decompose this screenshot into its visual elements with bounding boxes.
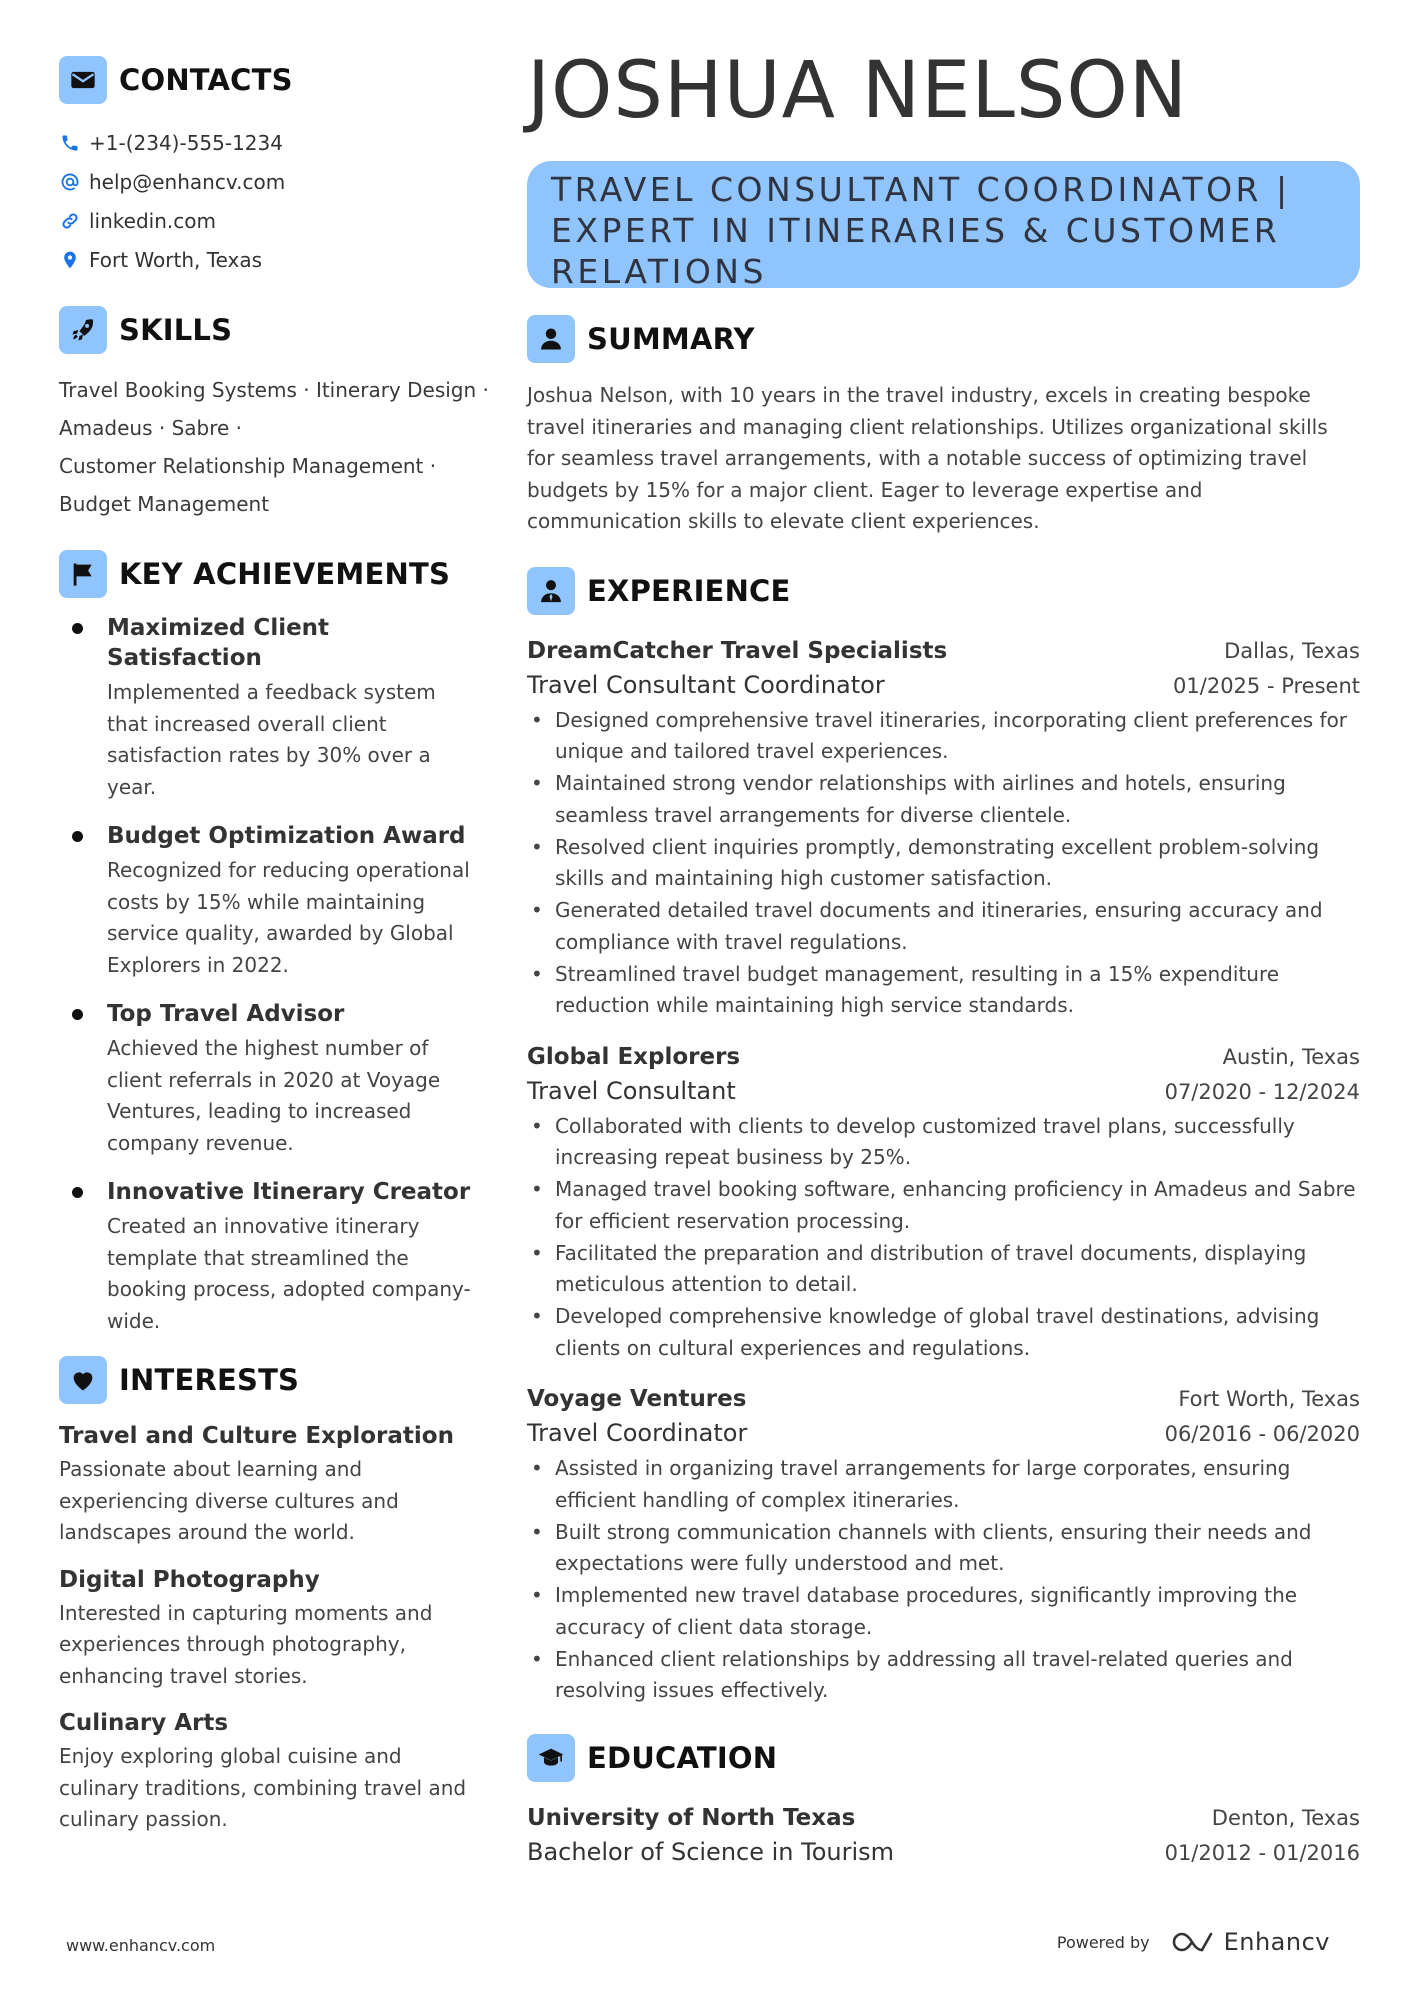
job-location: Fort Worth, Texas bbox=[1178, 1387, 1360, 1411]
heart-icon bbox=[59, 1356, 107, 1404]
phone-icon bbox=[59, 132, 81, 154]
achievement-item bbox=[59, 613, 479, 803]
user-icon bbox=[527, 315, 575, 363]
powered-by-label: Powered by bbox=[1056, 1932, 1150, 1952]
job-bullet: • Maintained strong vendor relationships with airlines and hotels, ensuring seamless travel arrangements for diverse clientele. bbox=[527, 768, 1360, 831]
location-pin-icon bbox=[59, 249, 81, 271]
achievements-section bbox=[59, 549, 479, 1337]
job-bullet: • Collaborated with clients to develop customized travel plans, successfully increasing repeat business by 25%. bbox=[527, 1111, 1360, 1174]
job-entry bbox=[527, 1040, 1360, 1365]
job-header-row bbox=[527, 1040, 1360, 1074]
experience-header bbox=[527, 566, 1360, 616]
candidate-name: JOSHUA NELSON bbox=[527, 46, 1189, 136]
company-name: DreamCatcher Travel Specialists bbox=[527, 637, 948, 664]
achievement-desc: Implemented a feedback system that increased overall client satisfaction rates by 30% over a year. bbox=[107, 680, 436, 799]
job-bullet: • Designed comprehensive travel itineraries, incorporating client preferences for unique and tailored travel experiences. bbox=[527, 705, 1360, 768]
school-name: University of North Texas bbox=[527, 1804, 856, 1831]
interest-desc: Interested in capturing moments and experiences through photography, enhancing travel stories. bbox=[59, 1600, 433, 1688]
education-section bbox=[527, 1733, 1360, 1870]
contact-text: linkedin.com bbox=[89, 208, 216, 233]
job-dates: 01/2025 - Present bbox=[1173, 673, 1360, 698]
achievement-item bbox=[59, 999, 479, 1159]
achievement-title: Budget Optimization Award bbox=[107, 823, 466, 849]
job-bullet: • Implemented new travel database procedures, significantly improving the accuracy of client data storage. bbox=[527, 1580, 1360, 1643]
contact-text: +1-(234)-555-1234 bbox=[89, 130, 283, 155]
job-bullet: • Generated detailed travel documents and itineraries, ensuring accuracy and compliance with travel regulations. bbox=[527, 895, 1360, 958]
contact-linkedin[interactable] bbox=[59, 201, 479, 240]
contact-location bbox=[59, 240, 479, 279]
interest-item bbox=[59, 1421, 479, 1549]
job-entry bbox=[527, 1382, 1360, 1707]
job-entry bbox=[527, 634, 1360, 1022]
summary-section bbox=[527, 314, 1360, 538]
at-icon bbox=[59, 171, 81, 193]
job-role-row bbox=[527, 1416, 1360, 1451]
school-location: Denton, Texas bbox=[1211, 1805, 1360, 1830]
section-title: EXPERIENCE bbox=[587, 573, 791, 608]
job-role-row bbox=[527, 668, 1360, 703]
job-bullet: • Streamlined travel budget management, resulting in a 15% expenditure reduction while maintaining high service standards. bbox=[527, 959, 1360, 1022]
summary-text: Joshua Nelson, with 10 years in the travel industry, excels in creating bespoke travel itineraries and managing client relationships. Utilizes organizational skills for seamless travel arrangements, with a notable success of optimizing travel budgets by 15% for a major client. Eager to leverage expertise and communication skills to elevate client experiences. bbox=[527, 383, 1328, 533]
education-degree-row bbox=[527, 1835, 1360, 1870]
link-icon bbox=[59, 210, 81, 232]
education-dates: 01/2012 - 01/2016 bbox=[1164, 1840, 1360, 1865]
section-title: KEY ACHIEVEMENTS bbox=[119, 557, 451, 591]
interest-item bbox=[59, 1708, 479, 1836]
job-bullet: • Facilitated the preparation and distribution of travel documents, displaying meticulous attention to detail. bbox=[527, 1238, 1360, 1301]
achievement-title: Top Travel Advisor bbox=[107, 1001, 345, 1027]
achievement-title: Innovative Itinerary Creator bbox=[107, 1179, 471, 1205]
contact-phone[interactable] bbox=[59, 123, 479, 162]
experience-section bbox=[527, 566, 1360, 1707]
rocket-icon bbox=[59, 306, 107, 354]
section-title: SKILLS bbox=[119, 313, 233, 347]
achievements-header bbox=[59, 549, 479, 599]
skill-line: Amadeus · Sabre · bbox=[59, 416, 243, 440]
contact-text: help@enhancv.com bbox=[89, 169, 286, 194]
contacts-header bbox=[59, 55, 479, 105]
skill-line: Budget Management bbox=[59, 492, 270, 516]
education-header bbox=[527, 1733, 1360, 1783]
interest-title: Digital Photography bbox=[59, 1566, 320, 1593]
job-role-row bbox=[527, 1074, 1360, 1109]
skills-header bbox=[59, 305, 479, 355]
achievement-item bbox=[59, 1177, 479, 1337]
skills-list bbox=[59, 371, 489, 523]
interests-section bbox=[59, 1355, 479, 1836]
skill-line: Travel Booking Systems · Itinerary Design · bbox=[59, 378, 489, 402]
interest-item bbox=[59, 1565, 479, 1693]
job-bullets bbox=[527, 705, 1360, 1022]
contacts-section bbox=[59, 55, 479, 279]
briefcase-user-icon bbox=[527, 567, 575, 615]
footer-website[interactable]: www.enhancv.com bbox=[66, 1936, 216, 1955]
contact-list bbox=[59, 123, 479, 279]
interest-title: Culinary Arts bbox=[59, 1710, 229, 1736]
contact-email[interactable] bbox=[59, 162, 479, 201]
degree: Bachelor of Science in Tourism bbox=[527, 1837, 895, 1866]
interests-list bbox=[59, 1421, 479, 1836]
section-title: SUMMARY bbox=[587, 322, 755, 356]
interests-header bbox=[59, 1355, 479, 1405]
flag-icon bbox=[59, 550, 107, 598]
tagline-text: TRAVEL CONSULTANT COORDINATOR | EXPERT IN ITINERARIES & CUSTOMER RELATIONS bbox=[551, 170, 1291, 291]
section-title: INTERESTS bbox=[119, 1363, 300, 1397]
enhancv-logo-icon bbox=[1172, 1929, 1218, 1955]
achievement-desc: Created an innovative itinerary template that streamlined the booking process, adopted company-wide. bbox=[107, 1214, 471, 1333]
job-bullet: • Managed travel booking software, enhancing proficiency in Amadeus and Sabre for efficient reservation processing. bbox=[527, 1174, 1360, 1237]
achievements-list bbox=[59, 613, 479, 1337]
job-bullet: • Built strong communication channels with clients, ensuring their needs and expectations were fully understood and met. bbox=[527, 1517, 1360, 1580]
bullet-dot bbox=[72, 623, 83, 634]
bullet-dot bbox=[72, 1009, 83, 1020]
job-bullet: • Assisted in organizing travel arrangements for large corporates, ensuring efficient handling of complex itineraries. bbox=[527, 1453, 1360, 1516]
job-bullet: • Developed comprehensive knowledge of global travel destinations, advising clients on cultural experiences and regulations. bbox=[527, 1301, 1360, 1364]
company-name: Global Explorers bbox=[527, 1043, 741, 1070]
achievement-title: Maximized Client Satisfaction bbox=[107, 615, 330, 671]
interest-title: Travel and Culture Exploration bbox=[59, 1423, 454, 1449]
right-column bbox=[527, 46, 1360, 1870]
graduation-cap-icon bbox=[527, 1734, 575, 1782]
section-title: CONTACTS bbox=[119, 63, 293, 97]
brand-name: Enhancv bbox=[1223, 1928, 1330, 1956]
bullet-dot bbox=[72, 1187, 83, 1198]
company-name: Voyage Ventures bbox=[527, 1386, 747, 1412]
job-role: Travel Consultant Coordinator bbox=[527, 670, 885, 699]
job-header-row bbox=[527, 1382, 1360, 1416]
job-role: Travel Consultant bbox=[527, 1076, 736, 1105]
job-location: Austin, Texas bbox=[1222, 1044, 1360, 1069]
job-role: Travel Coordinator bbox=[527, 1419, 748, 1447]
job-bullet: • Resolved client inquiries promptly, demonstrating excellent problem-solving skills and maintaining high customer satisfaction. bbox=[527, 832, 1360, 895]
enhancv-logo bbox=[1172, 1928, 1330, 1956]
skills-section bbox=[59, 305, 489, 523]
footer-branding[interactable] bbox=[1057, 1928, 1330, 1956]
contact-text: Fort Worth, Texas bbox=[89, 247, 263, 272]
achievement-desc: Recognized for reducing operational costs by 15% while maintaining service quality, awarded by Global Explorers in 2022. bbox=[107, 858, 470, 977]
section-title: EDUCATION bbox=[587, 1740, 778, 1775]
education-entry bbox=[527, 1801, 1360, 1870]
job-bullets bbox=[527, 1111, 1360, 1365]
job-bullet: • Enhanced client relationships by addressing all travel-related queries and resolving issues effectively. bbox=[527, 1644, 1360, 1707]
skill-line: Customer Relationship Management · bbox=[59, 454, 437, 478]
bullet-dot bbox=[72, 831, 83, 842]
job-location: Dallas, Texas bbox=[1224, 638, 1360, 663]
envelope-icon bbox=[59, 56, 107, 104]
job-header-row bbox=[527, 634, 1360, 668]
job-dates: 07/2020 - 12/2024 bbox=[1164, 1079, 1360, 1104]
interest-desc: Enjoy exploring global cuisine and culinary traditions, combining travel and culinary passion. bbox=[59, 1744, 467, 1831]
achievement-item bbox=[59, 821, 479, 981]
left-column bbox=[59, 55, 489, 1852]
achievement-desc: Achieved the highest number of client referrals in 2020 at Voyage Ventures, leading to increased company revenue. bbox=[107, 1036, 441, 1155]
job-bullets bbox=[527, 1453, 1360, 1707]
summary-header bbox=[527, 314, 1360, 364]
education-header-row bbox=[527, 1801, 1360, 1835]
interest-desc: Passionate about learning and experiencing diverse cultures and landscapes around the world. bbox=[59, 1457, 399, 1544]
job-dates: 06/2016 - 06/2020 bbox=[1164, 1422, 1360, 1446]
tagline-banner bbox=[527, 161, 1360, 291]
